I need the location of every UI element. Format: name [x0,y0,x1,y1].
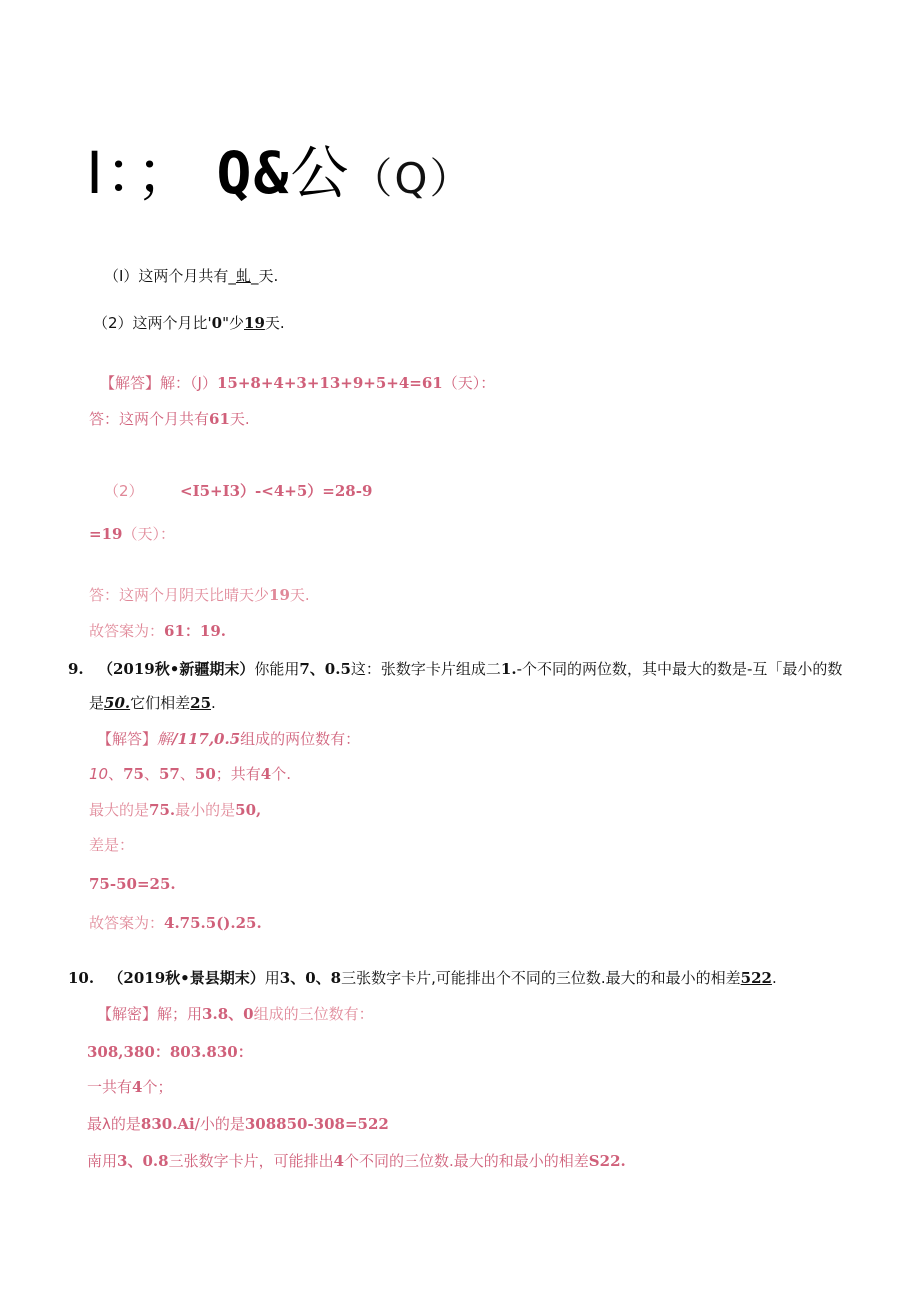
q10-solution-count [87,1077,172,1097]
text: 南用 [87,1152,118,1170]
text: 组成的两位数有： [240,730,361,748]
text: -个不同的两位数，其中最大的数是-互「最小的数 [516,660,843,678]
answer-blank: 19 [244,314,265,332]
text: （天）： [442,374,496,392]
text: 0 [211,314,223,332]
q10-solution-final [87,1151,626,1171]
text: 个不同的三位数.最大的和最小的相差 [344,1152,589,1170]
question-line-1 [104,266,278,286]
text: 三张数字卡片,可能排出个不同的三位数.最大的和最小的相差 [341,969,741,987]
q9-solution-maxmin [89,800,261,820]
step-label: （2） [104,482,144,500]
solution-answer-2 [89,585,310,605]
answer-blank: 虬 [235,267,251,285]
question-9-line-1 [68,659,842,679]
value: 50 [194,765,216,783]
value: 75 [123,765,144,783]
text: 答：这两个月阴天比晴天少 [89,586,270,604]
expression: 75-50=25. [89,875,176,893]
q10-solution-head [97,1004,374,1024]
text: 天. [264,314,285,332]
value: 7、0.5 [299,660,351,678]
page-title [86,138,473,214]
q10-solution-list [87,1042,253,1062]
q9-solution-list [89,764,291,784]
title-part3: 公 [290,139,351,207]
text: （天）： [122,525,175,543]
value: 4.75.5().25. [164,914,262,932]
value: 3.8、0 [202,1005,254,1023]
q9-solution-diff-label [89,835,134,855]
question-number: 10. [68,969,95,987]
value: 57 [159,765,180,783]
solution-tag: 【解答】 [100,374,161,392]
value: S22. [588,1152,626,1170]
text: . [771,969,777,987]
value: 4 [333,1152,345,1170]
text: 一共有 [87,1078,133,1096]
solution-step-2b [89,524,175,544]
value: 50, [235,801,262,819]
solution-final [89,621,226,641]
value: 308,380：803.830： [87,1043,253,1061]
text: 差是： [89,836,135,854]
q9-solution-diff-expr [89,874,176,894]
q10-solution-maxmin [87,1114,389,1134]
value: 1. [500,660,517,678]
title-part4: （Q） [350,154,474,203]
text: 你能用 [254,660,300,678]
text: 最大的是 [89,801,150,819]
value: 61 [209,410,230,428]
expression: 15+8+4+3+13+9+5+4=61 [216,374,443,392]
question-10-line-1 [68,968,777,988]
text: 、 [108,765,124,783]
solution-tag: 【解答】 [97,730,158,748]
value: 830.Ai [140,1115,195,1133]
text: 是 [89,694,105,712]
text: ；共有 [215,765,261,783]
text: 故答案为： [89,914,165,932]
solution-step-2a [104,481,144,501]
solution-tag: 【解密】 [97,1005,158,1023]
answer-blank: 50. [104,694,131,712]
text: 解；用 [157,1005,203,1023]
value: 75. [149,801,176,819]
text: 答：这两个月共有 [89,410,210,428]
text: （2）这两个月比' [93,314,212,332]
text: 解 [157,730,173,748]
text: 个. [271,765,291,783]
question-9-line-2 [89,693,216,713]
title-part1: I：； [86,139,197,207]
title-part2: Q& [216,139,291,207]
expression: =19 [89,525,123,543]
question-source: （2019秋•景县期末） [108,969,265,987]
value: 61：19. [164,622,226,640]
question-line-2 [93,313,285,333]
text: 这：张数字卡片组成二 [350,660,501,678]
solution-step-2a-expr [180,481,372,501]
text: . [211,694,216,712]
value: 19 [269,586,290,604]
text: 天. [229,410,250,428]
text: （I）这两个月共有_ [104,267,236,285]
text: 个； [142,1078,173,1096]
solution-answer-1 [89,409,250,429]
value: 3、0.8 [117,1152,169,1170]
value: 4 [260,765,272,783]
text: 它们相差 [130,694,191,712]
solution-head [100,373,495,393]
expression: <I5+I3）-<4+5）=28-9 [180,482,373,500]
q9-solution-head [97,729,360,749]
text: 解：（J） [160,374,217,392]
value: 10 [89,765,109,783]
value: /117,0.5 [172,730,241,748]
text: 、 [143,765,159,783]
question-number: 9. [68,660,84,678]
question-source: （2019秋•新疆期末） [97,660,255,678]
answer-blank: 25 [190,694,212,712]
text: 组成的三位数有： [253,1005,374,1023]
text: 故答案为： [89,622,165,640]
text: 三张数字卡片，可能排出 [168,1152,334,1170]
text: 、 [179,765,195,783]
text: _天. [250,267,279,285]
text: /小的是 [194,1115,245,1133]
q9-solution-final [89,913,262,933]
text: "少 [222,314,245,332]
value: 308850-308=522 [244,1115,389,1133]
answer-blank: 522 [740,969,772,987]
text: 最小的是 [175,801,236,819]
text: 用 [264,969,280,987]
text: 天. [289,586,310,604]
value: 3、0、8 [279,969,342,987]
text: 最λ的是 [87,1115,141,1133]
value: 4 [132,1078,143,1096]
